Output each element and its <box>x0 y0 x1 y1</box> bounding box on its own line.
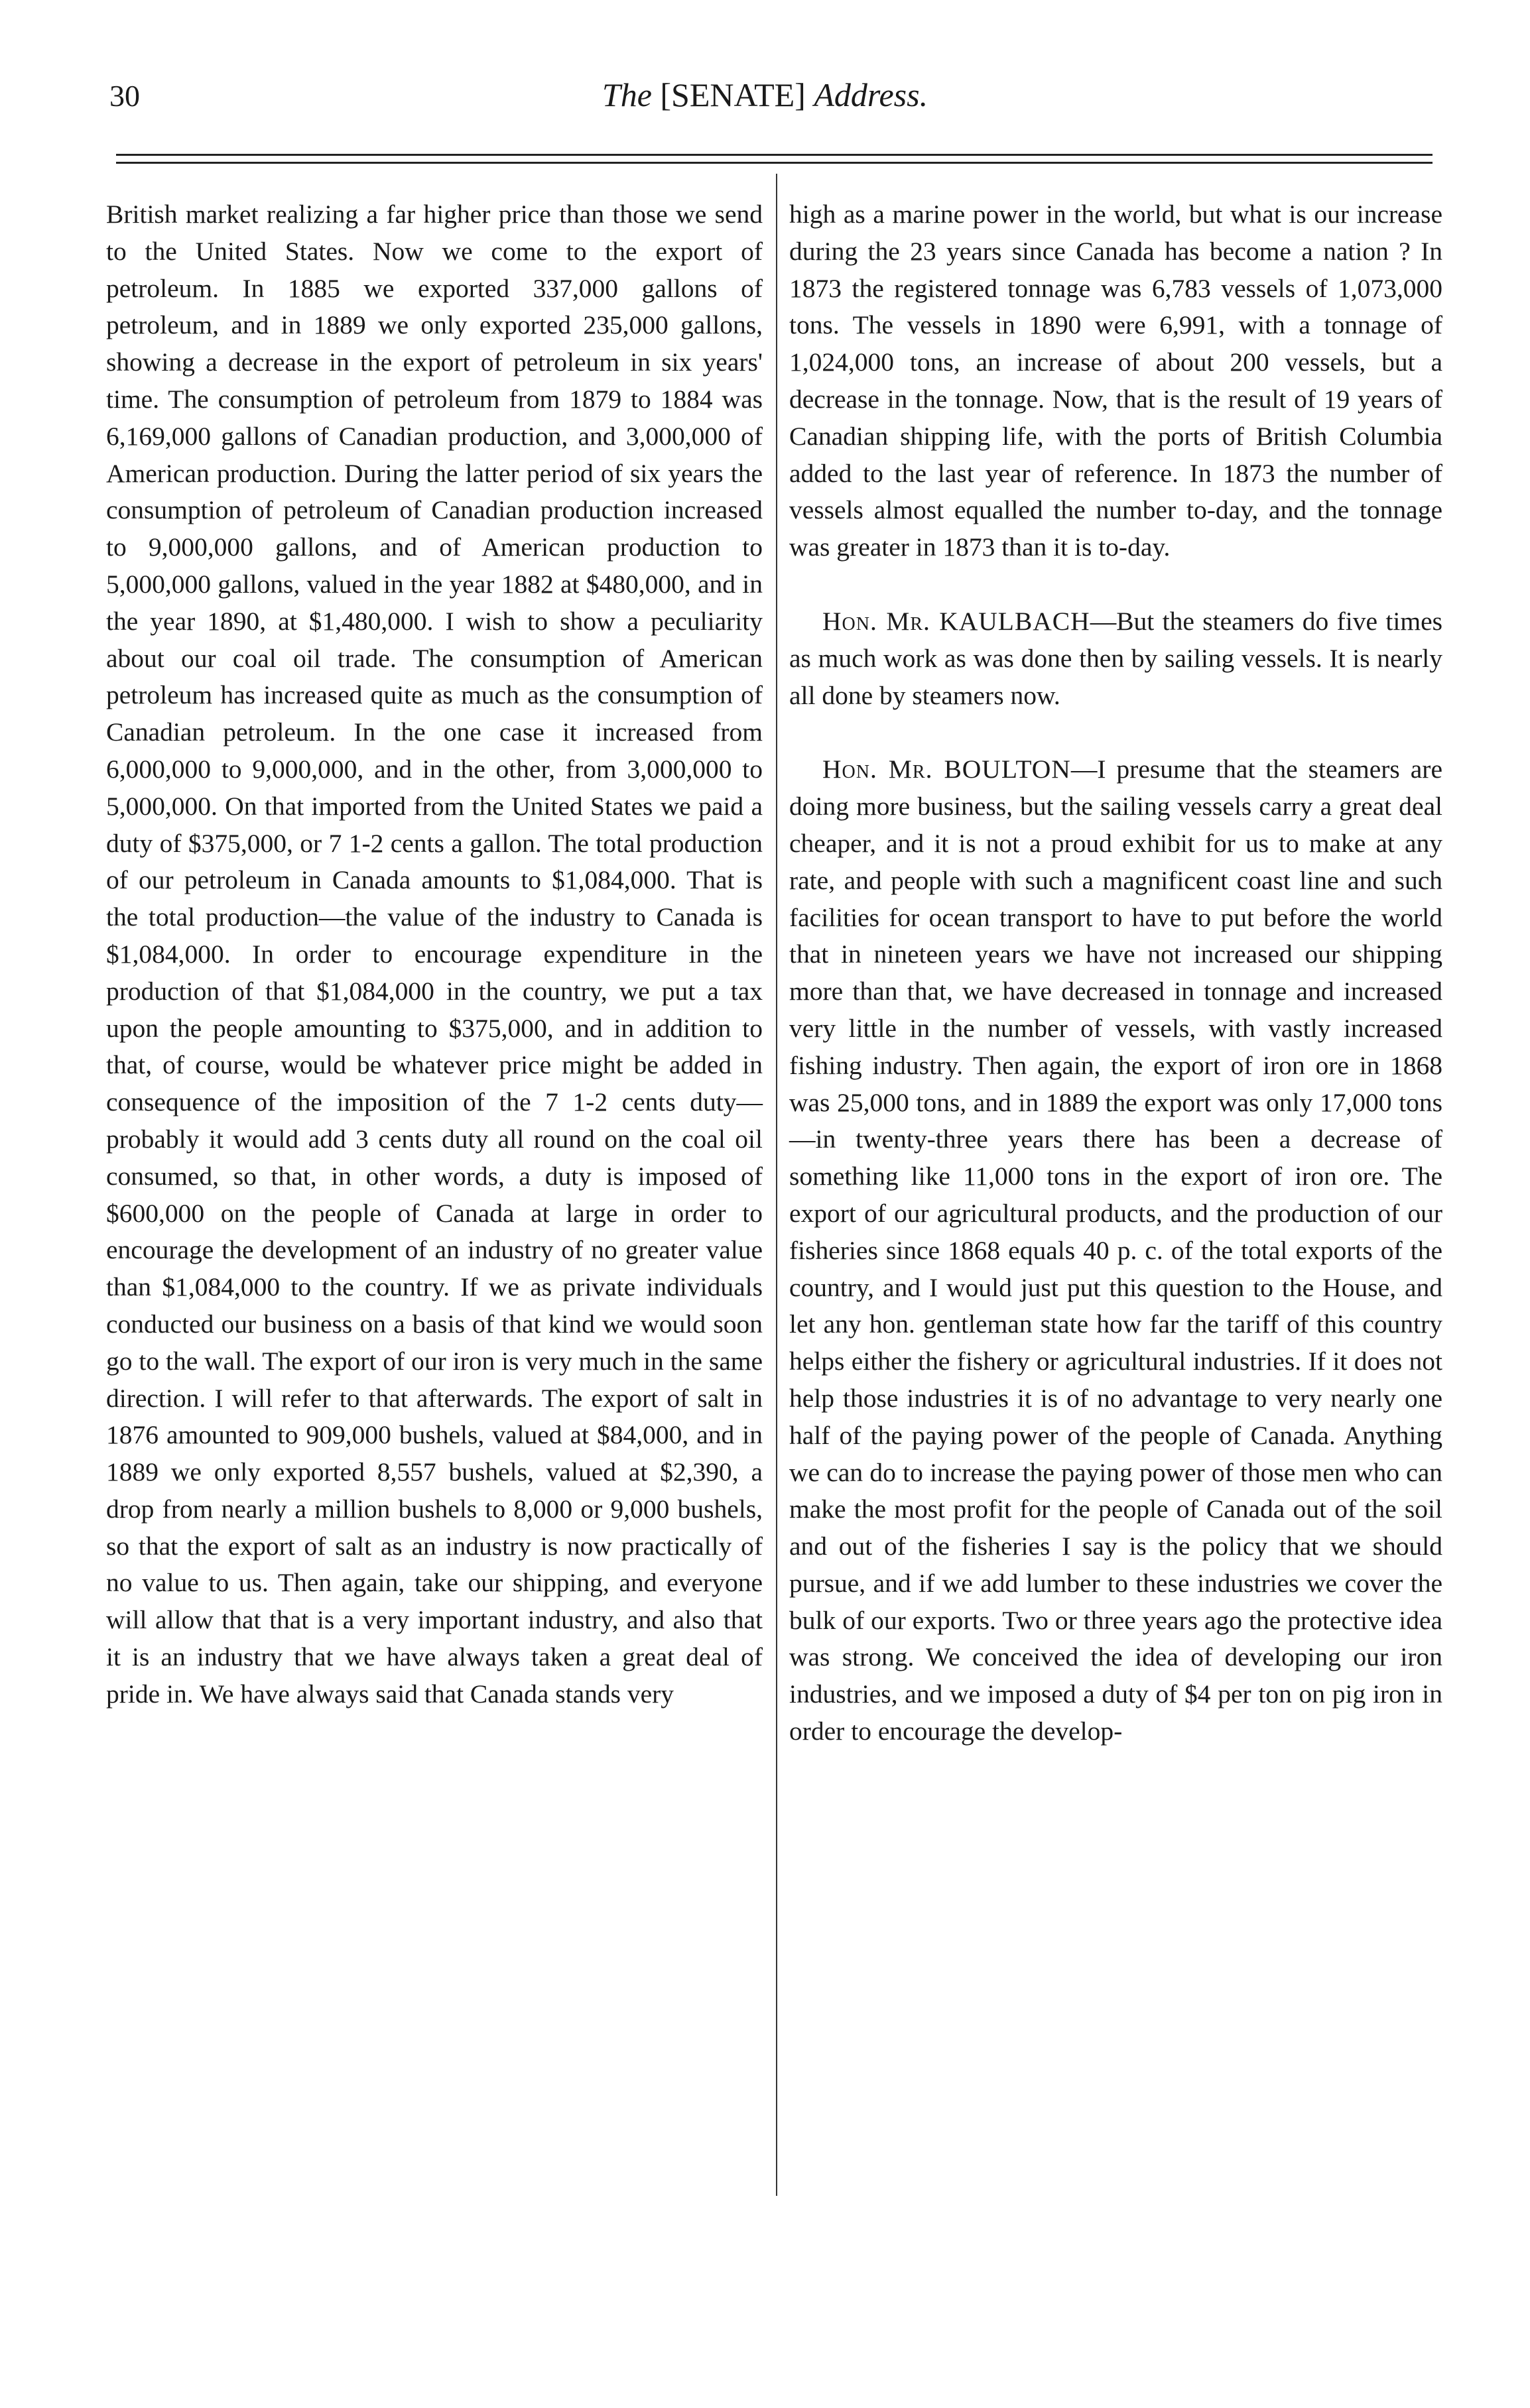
column-divider <box>776 174 777 2196</box>
right-column-paragraph: high as a marine power in the world, but what is our increase during the 23 years since Canada has become a nation ? In 1873 the registered tonnage was 6,783 vessels of 1,073,000 tons. The vessels in 1890 were 6,991, with a tonnage of 1,024,000 tons, an increase of about 200 vessels, but a decrease in the tonnage. Now, that is the result of 19 years of Canadian shipping life, with the ports of British Columbia added to the last year of reference. In 1873 the number of vessels almost equalled the number to-day, and the tonnage was greater in 1873 than it is to-day. <box>789 200 1442 562</box>
left-column <box>106 196 763 1713</box>
running-head-suffix: Address. <box>814 76 928 113</box>
speech-boulton <box>789 751 1442 1750</box>
speech-kaulbach-text: —But the steamers do five times as much work as was done then by sailing vessels. It is nearly all done by steamers now. <box>789 606 1442 710</box>
left-column-paragraph: British market realizing a far higher price than those we send to the United States. Now we come to the export of petroleum. In 1885 we exported 337,000 gallons of petroleum, and in 1889 we only exported 235,000 gallons, showing a decrease in the export of petroleum in six years' time. The consumption of petroleum from 1879 to 1884 was 6,169,000 gallons of Canadian production, and 3,000,000 of American production. During the latter period of six years the consumption of petroleum of Canadian production increased to 9,000,000 gallons, and of American production to 5,000,000 gallons, valued in the year 1882 at $480,000, and in the year 1890, at $1,480,000. I wish to show a peculiarity about our coal oil trade. The consumption of American petroleum has increased quite as much as the consumption of Canadian petroleum. In the one case it increased from 6,000,000 to 9,000,000, and in the other, from 3,000,000 to 5,000,000. On that imported from the United States we paid a duty of $375,000, or 7 1-2 cents a gallon. The total production of our petroleum in Canada amounts to $1,084,000. That is the total production—the value of the industry to Canada is $1,084,000. In order to encourage expenditure in the production of that $1,084,000 in the country, we put a tax upon the people amounting to $375,000, and in addition to that, of course, would be whatever price might be added in consequence of the imposition of the 7 1-2 cents duty—probably it would add 3 cents duty all round on the coal oil consumed, so that, in other words, a duty is imposed of $600,000 on the people of Canada at large in order to encourage the development of an industry of no greater value than $1,084,000 to the country. If we as private individuals conducted our business on a basis of that kind we would soon go to the wall. The export of our iron is very much in the same direction. I will refer to that afterwards. The export of salt in 1876 amounted to 909,000 bushels, valued at $84,000, and in 1889 we only exported 8,557 bushels, valued at $2,390, a drop from nearly a million bushels to 8,000 or 9,000 bushels, so that the export of salt as an industry is now practically of no value to us. Then again, take our shipping, and everyone will allow that that is a very important industry, and also that it is an industry that we have always taken a great deal of pride in. We have always said that Canada stands very <box>106 200 763 1709</box>
page-number: 30 <box>109 79 140 113</box>
header-rule-top <box>116 154 1433 156</box>
running-head-chamber: [SENATE] <box>660 76 806 113</box>
speech-boulton-text: —I presume that the steamers are doing more business, but the sailing vessels carry a great deal cheaper, and it is not a proud exhibit for us to make at any rate, and people with such a magnificent coast line and such facilities for ocean transport to have to put before the world that in nineteen years we have not increased our shipping more than that, we have decreased in tonnage and increased very little in the number of vessels, with vastly increased fishing industry. Then again, the export of iron ore in 1868 was 25,000 tons, and in 1889 the export was only 17,000 tons—in twenty-three years there has been a decrease of something like 11,000 tons in the export of iron ore. The export of our agricultural products, and the production of our fisheries since 1868 equals 40 p. c. of the total exports of the country, and I would just put this question to the House, and let any hon. gentleman state how far the tariff of this country helps either the fishery or agricultural industries. If it does not help those industries it is of no advantage to very nearly one half of the paying power of the people of Canada. Anything we can do to increase the paying power of those men who can make the most profit for the people of Canada out of the soil and out of the fisheries I say is the policy that we should pursue, and if we add lumber to these industries we cover the bulk of our exports. Two or three years ago the protective idea was strong. We conceived the idea of developing our iron industries, and we imposed a duty of $4 per ton on pig iron in order to encourage the develop- <box>789 754 1442 1746</box>
speaker-boulton: Hon. Mr. BOULTON <box>822 754 1071 784</box>
running-head <box>0 78 1530 111</box>
speech-kaulbach <box>789 603 1442 714</box>
header-rule-bottom <box>116 162 1433 164</box>
right-column <box>789 196 1442 1750</box>
speaker-kaulbach: Hon. Mr. KAULBACH <box>822 606 1090 636</box>
running-head-prefix: The <box>602 76 652 113</box>
